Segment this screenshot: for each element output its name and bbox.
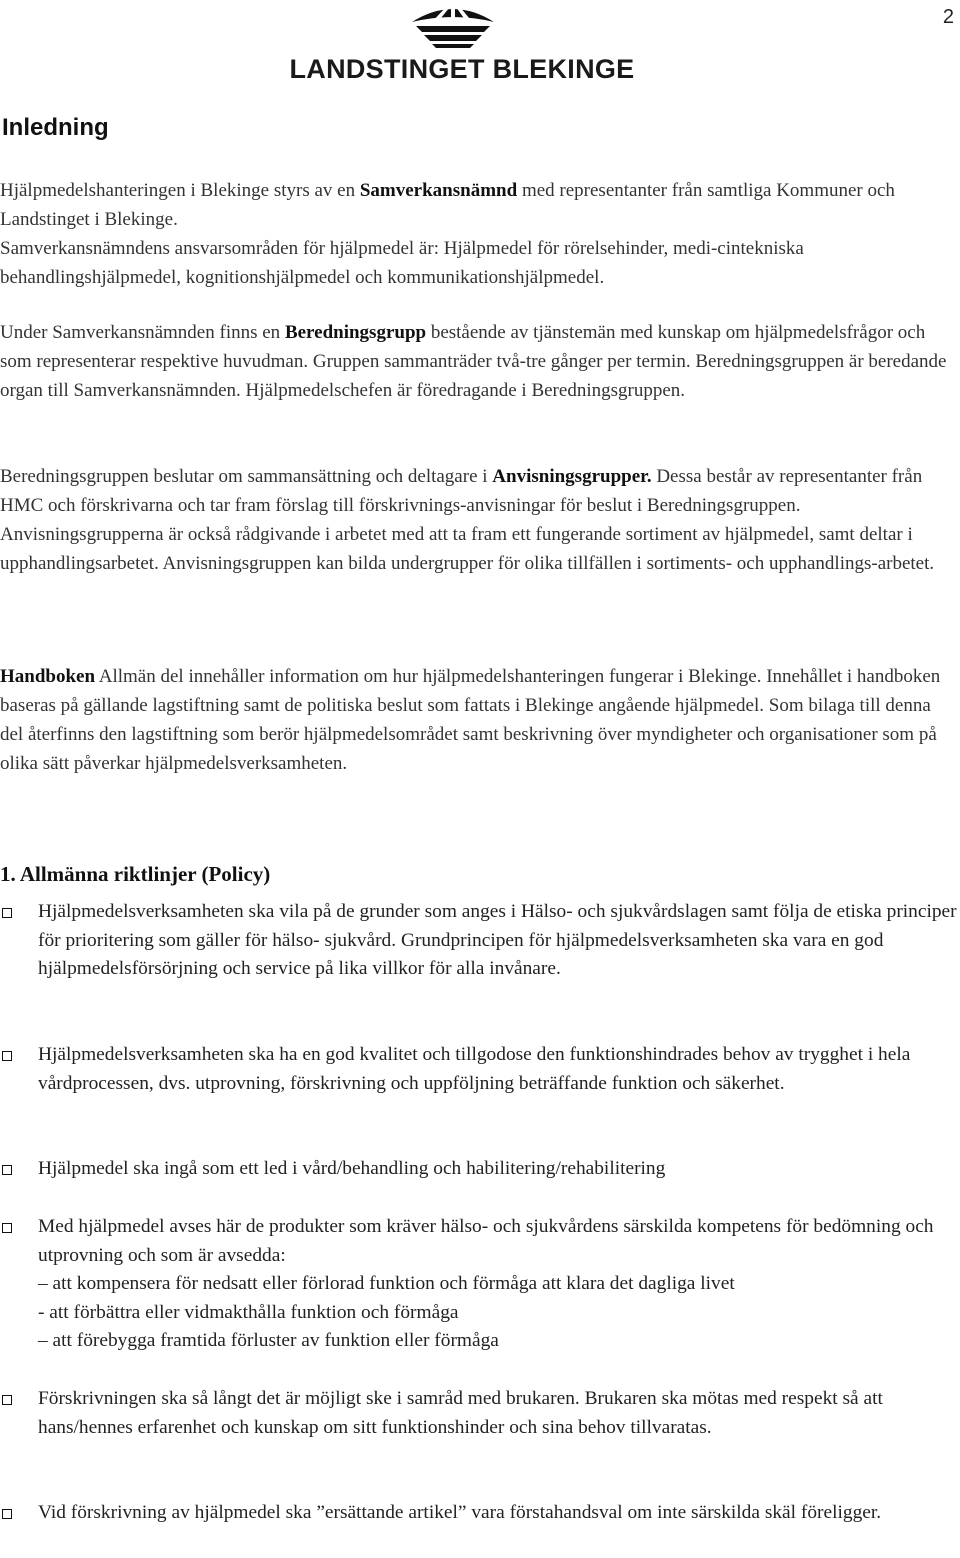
checkbox-bullet-icon xyxy=(2,1509,12,1519)
landstinget-logo xyxy=(282,2,642,88)
bullet-text: Hjälpmedel ska ingå som ett led i vård/behandling och habilitering/rehabilitering xyxy=(38,1158,666,1179)
page-number: 2 xyxy=(942,6,954,28)
sub-item: – att förebygga framtida förluster av funktion eller förmåga xyxy=(38,1330,499,1352)
intro-paragraph-4 xyxy=(0,662,952,778)
bullet-text: Hjälpmedelsverksamheten ska ha en god kvalitet och tillgodose den funktionshindrades behov av trygghet i hela vårdprocessen, dvs. utprovning, förskrivning och uppföljning beträffande funktion och säkerhet. xyxy=(38,1044,911,1094)
bold-term: Handboken xyxy=(0,666,96,687)
checkbox-bullet-icon xyxy=(2,1223,12,1233)
intro-paragraph-2 xyxy=(0,318,952,405)
bullet-text: Vid förskrivning av hjälpmedel ska ”ersättande artikel” vara förstahandsval om inte särskilda skäl föreligger. xyxy=(38,1502,882,1523)
ship-logo-icon xyxy=(410,2,496,48)
text-run: Allmän del innehåller information om hur hjälpmedelshanteringen fungerar i Blekinge. Innehållet i handboken baseras på gällande lagstiftning samt de politiska beslut som fattats i Blekinge angående hjälpmedel. Som bilaga till denna del återfinns den lagstiftning som berör hjälpmedelsområdet samt beskrivning över myndigheter och organisationer som på olika sätt påverkar hjälpmedelsverksamheten. xyxy=(0,666,941,774)
bold-term: Samverkansnämnd xyxy=(359,180,518,201)
checkbox-bullet-icon xyxy=(2,908,12,918)
sub-item: - att förbättra eller vidmakthålla funktion och förmåga xyxy=(38,1301,459,1323)
text-run: Under Samverkansnämnden finns en xyxy=(0,322,285,343)
sub-item: – att kompensera för nedsatt eller förlorad funktion och förmåga att klara det dagliga livet xyxy=(38,1273,735,1295)
checkbox-bullet-icon xyxy=(2,1051,12,1061)
checkbox-bullet-icon xyxy=(2,1395,12,1405)
bullet-text: Med hjälpmedel avses här de produkter som kräver hälso- och sjukvårdens särskilda kompetens för bedömning och utprovning och som är avsedda: xyxy=(38,1216,934,1266)
logo-text: LANDSTINGET BLEKINGE xyxy=(289,54,635,84)
bold-term: Anvisningsgrupper. xyxy=(492,466,652,487)
text-run: med representanter från samtliga Kommuner och Landstinget i Blekinge. xyxy=(0,180,895,230)
intro-paragraph-1 xyxy=(0,176,952,292)
bullet-text-block xyxy=(38,1213,958,1356)
text-run: Dessa består av representanter från HMC och förskrivarna och tar fram förslag till förskrivnings-anvisningar för beslut i Beredningsgruppen. Anvisningsgrupperna är också rådgivande i arbetet med att ta fram ett fungerande sortiment av hjälpmedel, samt deltar i upphandlingsarbetet. Anvisningsgruppen kan bilda undergrupper för olika tillfällen i sortiments- och upphandlings-arbetet. xyxy=(0,466,935,574)
text-run: bestående av tjänstemän med kunskap om hjälpmedelsfrågor och som representerar respektive huvudman. Gruppen sammanträder två-tre gånger per termin. Beredningsgruppen är beredande organ till Samverkansnämnden. Hjälpmedelschefen är föredragande i Beredningsgruppen. xyxy=(0,322,947,401)
bullet-text: Förskrivningen ska så långt det är möjligt ske i samråd med brukaren. Brukaren ska mötas med respekt så att hans/hennes erfarenhet och kunskap om sitt funktionshinder och sina behov tillvaratas. xyxy=(38,1388,883,1438)
text-run: Samverkansnämndens ansvarsområden för hjälpmedel är: Hjälpmedel för rörelsehinder, medi-cintekniska behandlingshjälpmedel, kognitionshjälpmedel och kommunikationshjälpmedel. xyxy=(0,238,804,288)
section-heading: Inledning xyxy=(2,114,109,141)
text-run: Hjälpmedelshanteringen i Blekinge styrs av en xyxy=(0,180,360,201)
text-run: Beredningsgruppen beslutar om sammansättning och deltagare i xyxy=(0,466,493,487)
checkbox-bullet-icon xyxy=(2,1165,12,1175)
bold-term: Beredningsgrupp xyxy=(284,322,427,343)
bullet-text: Hjälpmedelsverksamheten ska vila på de grunder som anges i Hälso- och sjukvårdslagen samt följa de etiska principer för prioritering som gäller för hälso- sjukvård. Grundprincipen för hjälpmedelsverksamheten ska vara en god hjälpmedelsförsörjning och service på lika villkor för alla invånare. xyxy=(38,901,957,980)
policy-heading: 1. Allmänna riktlinjer (Policy) xyxy=(0,862,271,886)
intro-paragraph-3 xyxy=(0,462,952,578)
